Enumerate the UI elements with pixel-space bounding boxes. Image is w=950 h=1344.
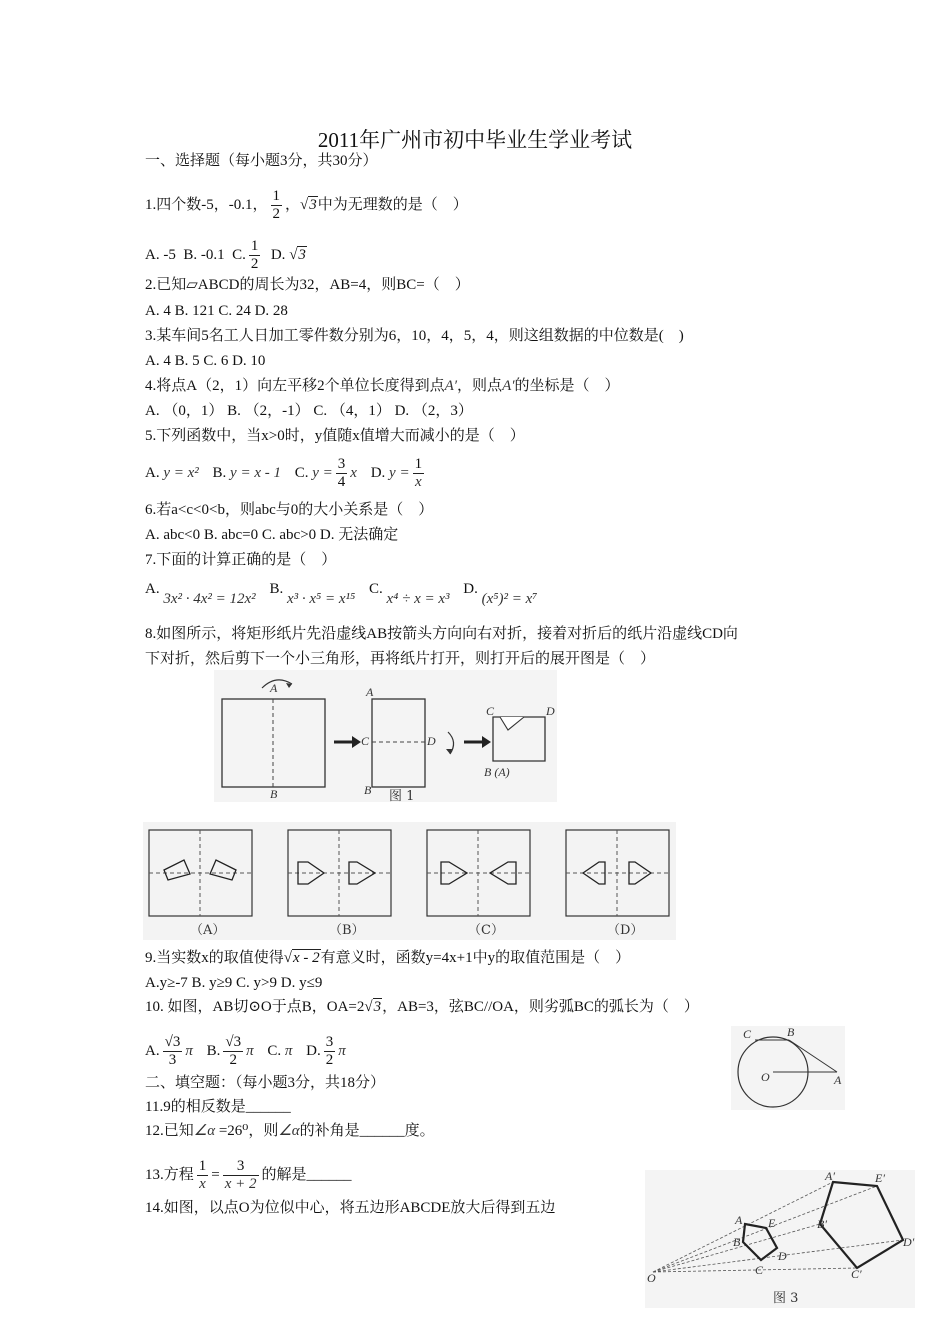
exam-title: 2011年广州市初中毕业生学业考试 <box>317 128 633 152</box>
fraction: $\frac{√3}{2}$ <box>225 1034 242 1068</box>
fraction: $\frac{1}{x}$ <box>414 456 423 490</box>
figure-1-svg <box>214 670 557 802</box>
sqrt-expression: √3 <box>300 196 317 213</box>
question-1-options: A. -5 B. -0.1 C. $\frac{1}{2}$ D. √3 <box>145 238 306 272</box>
question-13: 13.方程 $\frac{1}{x}$ = $\frac{3}{x + 2}$ 的解是______ <box>145 1158 352 1192</box>
fraction: $\frac{3}{4}$ <box>337 456 346 490</box>
fraction: $\frac{√3}{3}$ <box>164 1034 181 1068</box>
question-12: 12.已知∠α =26⁰，则∠α的补角是______度。 <box>145 1123 435 1139</box>
section-2-heading: 二、填空题：（每小题3分，共18分） <box>145 1075 386 1091</box>
q10-label-c: C <box>743 1027 752 1041</box>
fig3-label-a: A <box>735 1213 743 1227</box>
fig1-label-c-step2: C <box>361 734 370 748</box>
fig1-label-ba-step3: B (A) <box>484 765 510 779</box>
figure-q10-svg <box>731 1026 845 1110</box>
question-8-line-2: 下对折，然后剪下一个小三角形，再将纸片打开，则打开后的展开图是（ ） <box>145 651 656 667</box>
choice-b-label: （B） <box>329 923 365 938</box>
fraction: $\frac{3}{x + 2}$ <box>224 1158 257 1192</box>
q10-label-a: A <box>834 1073 842 1087</box>
q10-label-b: B <box>787 1026 795 1039</box>
sqrt-expression: √x - 2 <box>283 950 320 966</box>
question-8-line-1: 8.如图所示，将矩形纸片先沿虚线AB按箭头方向向右对折，接着对折后的纸片沿虚线CD向 <box>145 626 738 642</box>
question-2-stem: 2.已知▱ABCD的周长为32，AB=4，则BC=（ ） <box>145 277 470 293</box>
fig1-label-b-bottom: B <box>270 787 278 801</box>
question-7-stem: 7.下面的计算正确的是（ ） <box>145 552 337 568</box>
question-7-options: A. 3x² · 4x² = 12x² B. x³ · x⁵ = x¹⁵ C. x⁴ ÷ x = x³ D. (x⁵)² = x⁷ <box>145 581 538 607</box>
question-3-stem: 3.某车间5名工人日加工零件数分别为6，10，4，5，4，则这组数据的中位数是( ) <box>145 328 684 344</box>
fraction: $\frac{1}{2}$ <box>272 188 280 222</box>
fig1-label-d-step2: D <box>427 734 436 748</box>
question-2-options: A. 4 B. 121 C. 24 D. 28 <box>145 303 288 319</box>
fig3-label-a-prime: A′ <box>825 1170 835 1183</box>
choice-a-label: （A） <box>190 923 226 938</box>
fig3-label-o: O <box>647 1271 656 1285</box>
figure-q10-circle <box>731 1026 845 1110</box>
figure-1-background <box>214 670 557 802</box>
figure-3-caption: 图 3 <box>773 1291 799 1306</box>
question-4-options: A. （0，1） B. （2，-1） C. （4，1） D. （2，3） <box>145 403 473 419</box>
fraction: $\frac{1}{2}$ <box>250 238 259 272</box>
fig1-label-a-step2: A <box>366 685 374 699</box>
question-9-stem: 9.当实数x的取值使得√x - 2有意义时，函数y=4x+1中y的取值范围是（ ） <box>145 950 631 966</box>
sqrt-expression: √3 <box>289 246 306 263</box>
fig1-label-b-step2: B <box>364 783 372 797</box>
fraction: $\frac{1}{x}$ <box>198 1158 207 1192</box>
choice-d-label: （D） <box>607 923 644 938</box>
question-4-stem: 4.将点A（2，1）向左平移2个单位长度得到点A′，则点A′的坐标是（ ） <box>145 378 620 394</box>
fig3-label-d-prime: D′ <box>903 1235 915 1249</box>
question-5-options: A. y = x² B. y = x - 1 C. y = $\frac{3}{4}$ x D. y = $\frac{1}{x}$ <box>145 456 423 490</box>
question-14-stem: 14.如图，以点O为位似中心，将五边形ABCDE放大后得到五边 <box>145 1200 556 1216</box>
figure-1-caption: 图 1 <box>389 789 415 802</box>
fig3-label-c: C <box>755 1263 764 1277</box>
fig3-label-b: B <box>733 1235 741 1249</box>
fig3-label-c-prime: C′ <box>851 1267 862 1281</box>
question-10-stem: 10. 如图，AB切⊙O于点B，OA=2√3，AB=3，弦BC//OA，则劣弧BC的弧长为（ ） <box>145 999 699 1015</box>
sqrt-expression: √3 <box>364 999 382 1015</box>
fig3-label-e-prime: E′ <box>875 1171 885 1185</box>
question-11: 11.9的相反数是______ <box>145 1099 291 1115</box>
q10-label-o: O <box>761 1070 770 1084</box>
question-3-options: A. 4 B. 5 C. 6 D. 10 <box>145 353 266 369</box>
figure-3-homothety <box>645 1170 915 1308</box>
fig3-label-d: D <box>778 1249 787 1263</box>
fraction: $\frac{3}{2}$ <box>325 1034 334 1068</box>
choice-c-label: （C） <box>468 923 504 938</box>
fig1-label-d-step3: D <box>546 704 555 718</box>
figure-3-svg <box>645 1170 915 1308</box>
fig3-label-b-prime: B′ <box>817 1217 827 1231</box>
fig3-label-e: E <box>768 1216 776 1230</box>
question-6-options: A. abc<0 B. abc=0 C. abc>0 D. 无法确定 <box>145 527 399 543</box>
question-10-options: A. $\frac{√3}{3}$ π B. $\frac{√3}{2}$ π C. π D. $\frac{3}{2}$ π <box>145 1034 346 1068</box>
figure-choices-svg <box>143 822 676 940</box>
question-1-stem: 1.四个数-5，-0.1， $\frac{1}{2}$ ，√3中为无理数的是（ ） <box>145 188 468 222</box>
section-1-heading: 一、选择题（每小题3分，共30分） <box>145 153 378 169</box>
question-5-stem: 5.下列函数中，当x>0时，y值随x值增大而减小的是（ ） <box>145 428 525 444</box>
figure-3-background <box>645 1170 915 1308</box>
question-6-stem: 6.若a<c<0<b，则abc与0的大小关系是（ ） <box>145 502 434 518</box>
question-9-options: A.y≥-7 B. y≥9 C. y>9 D. y≤9 <box>145 975 323 991</box>
figure-choices <box>143 822 676 940</box>
fig1-label-c-step3: C <box>486 704 495 718</box>
figure-1-folding <box>214 670 557 802</box>
fig1-label-a-top: A <box>270 681 278 695</box>
